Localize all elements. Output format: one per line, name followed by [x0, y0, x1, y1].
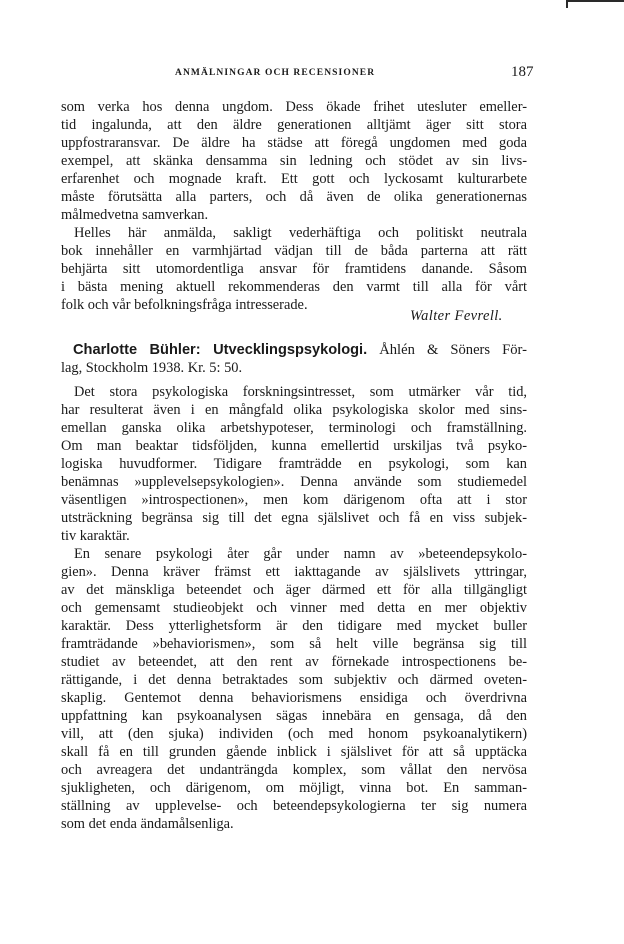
text-line: i bästa mening aktuell rekommenderas den varmt till alla för vårt: [61, 279, 527, 295]
running-title: ANMÄLNINGAR OCH RECENSIONER: [175, 68, 376, 78]
text-line: målmedvetna samverkan.: [61, 207, 209, 223]
page-number: 187: [511, 64, 534, 80]
text-line: tid ingalunda, att den äldre generationen alltjämt äger sitt stora: [61, 117, 527, 133]
text-line: Det stora psykologiska forskningsintresset, som utmärker vår tid,: [74, 384, 527, 400]
text-line: folk och vår befolkningsfråga intresserade.: [61, 297, 308, 313]
text-line: benämnas »upplevelsepsykologien». Denna använde som studiemedel: [61, 474, 527, 490]
review-author-title: Charlotte Bühler: Utvecklingspsykologi.: [73, 342, 368, 358]
text-line: karaktär. Dess ytterlighetsform är den tidigare med mycket buller: [61, 618, 527, 634]
text-line: och avreagera det undanträngda komplex, som vållat den nervösa: [61, 762, 527, 778]
text-line: emellan ganska olika arbetshypoteser, terminologi och framställning.: [61, 420, 527, 436]
text-line: erfarenhet och mognade kraft. Ett gott och lyckosamt kulturarbete: [61, 171, 527, 187]
text-line: Helles här anmälda, sakligt vederhäftiga och politiskt neutrala: [74, 225, 527, 241]
reviewer-signature: Walter Fevrell.: [410, 308, 503, 324]
text-line: och gemensamt studieobjekt och vinner med detta en mer objektiv: [61, 600, 527, 616]
text-line: En senare psykologi åter går under namn av »beteendepsykolo-: [74, 546, 527, 562]
text-line: ställning av upplevelse- och beteendepsykologierna ter sig numera: [61, 798, 527, 814]
text-line: väsentligen »introspectionen», men kom därigenom ofta att i stor: [61, 492, 527, 508]
text-line: rättigande, i det denna betraktades som subjektiv och därmed oveten-: [61, 672, 527, 688]
page-edge-tick: [566, 0, 568, 8]
review-publisher-line: lag, Stockholm 1938. Kr. 5: 50.: [61, 360, 243, 376]
text-line: måste förutsätta alla parters, och då även de olika generationernas: [61, 189, 527, 205]
text-line: bok innehåller en varmhjärtad vädjan till de båda parterna att rätt: [61, 243, 527, 259]
text-line: uppfattning kan psykoanalysen sägas innebära en gensaga, då den: [61, 708, 527, 724]
review-publisher: Åhlén & Söners För-: [379, 342, 527, 358]
text-line: studiet av beteendet, att den rent av förnekade introspectionens be-: [61, 654, 527, 670]
text-line: behjärta sitt utomordentliga ansvar för framtidens danande. Såsom: [61, 261, 527, 277]
text-line: gien». Denna kräver främst ett iakttagande av själslivets yttringar,: [61, 564, 527, 580]
text-line: av det mänskliga beteendet och äger därmed ett för alla tillgängligt: [61, 582, 527, 598]
text-line: skaplig. Gentemot denna behaviorismens ensidiga och överdrivna: [61, 690, 527, 706]
text-line: Om man beaktar tidsföljden, kunna emellertid urskiljas två psyko-: [61, 438, 527, 454]
page-edge-rule: [566, 0, 624, 2]
text-line: uppfostraransvar. De äldre ha städse att föregå ungdomen med goda: [61, 135, 527, 151]
text-line: vill, att (den sjuka) individen (och med honom psykoanalytikern): [61, 726, 527, 742]
review-heading: [73, 341, 527, 359]
text-line: har resulterat även i en mångfald olika psykologiska skolor med sins-: [61, 402, 527, 418]
text-line: sjukligheten, och därigenom, om möjligt, vinna bot. En samman-: [61, 780, 527, 796]
text-line: som verka hos denna ungdom. Dess ökade frihet utesluter emeller-: [61, 99, 527, 115]
text-line: tiv karaktär.: [61, 528, 130, 544]
text-line: logiska huvudformer. Tidigare framträdde en psykologi, som kan: [61, 456, 527, 472]
text-line: som det enda ändamålsenliga.: [61, 816, 234, 832]
text-line: skall få en till grunden gående inblick i själslivet för att så upptäcka: [61, 744, 527, 760]
text-line: framträdande »behaviorismen», som så helt ville begränsa sig till: [61, 636, 527, 652]
text-line: utsträckning begränsa sig till det egna själslivet och få en viss subjek-: [61, 510, 527, 526]
text-line: exempel, att skänka densamma sin ledning och stödet av sin livs-: [61, 153, 527, 169]
